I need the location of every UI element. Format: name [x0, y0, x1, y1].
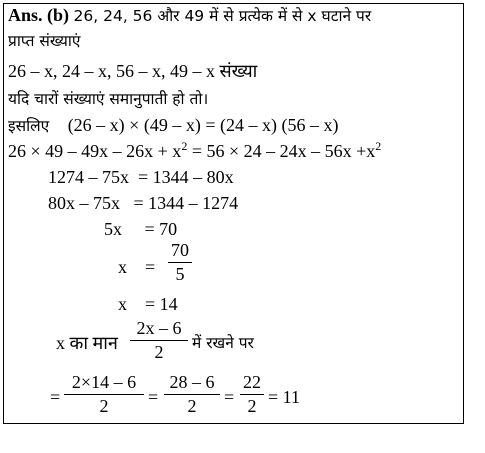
step-4-numerator: 70 — [171, 240, 189, 260]
expand-lhs: 26 × 49 – 49x – 26x + x — [8, 141, 182, 161]
step-4-lhs: x = — [118, 257, 156, 277]
fraction-bar — [168, 262, 192, 263]
substitute-prefix-line — [56, 332, 118, 354]
substitute-prefix: x का मान — [56, 333, 118, 353]
final-fraction-3 — [240, 372, 264, 416]
final-eq-sign-1: = — [50, 387, 61, 407]
substitute-fraction — [130, 318, 188, 362]
condition-line: यदि चारों संख्याएं समानुपाती हो तो। — [8, 90, 209, 108]
final-eq-sign-2: = — [148, 387, 159, 407]
final-fraction-2-denominator: 2 — [187, 396, 197, 416]
intro-text-2: प्राप्त संख्याएं — [8, 32, 81, 50]
expand-rhs: = 56 × 24 – 24x – 56x +x — [187, 141, 376, 161]
final-fraction-2 — [164, 372, 220, 416]
substitute-denominator: 2 — [154, 342, 164, 362]
step-5: x = 14 — [118, 294, 178, 314]
expand-sup2: 2 — [375, 139, 382, 153]
final-fraction-1-denominator: 2 — [99, 396, 109, 416]
final-fraction-1 — [64, 372, 144, 416]
step-2: 80x – 75x = 1344 – 1274 — [48, 193, 239, 213]
fraction-bar — [164, 394, 220, 395]
fraction-bar — [64, 394, 144, 395]
step-4-fraction — [168, 240, 192, 284]
final-fraction-3-numerator: 22 — [243, 372, 261, 392]
fraction-bar — [240, 394, 264, 395]
step-1: 1274 – 75x = 1344 – 80x — [48, 167, 234, 187]
expand-sup1: 2 — [181, 139, 188, 153]
expand-line — [8, 140, 381, 162]
answer-intro-line — [8, 4, 371, 27]
intro-text-1: 26, 24, 56 और 49 में से प्रत्येक में से x घटाने पर — [73, 7, 372, 25]
step-3: 5x = 70 — [104, 219, 178, 239]
fraction-bar — [130, 340, 188, 341]
final-fraction-2-numerator: 28 – 6 — [169, 372, 215, 392]
final-fraction-1-numerator: 2×14 – 6 — [71, 372, 137, 392]
final-result: = 11 — [268, 387, 300, 407]
substitute-numerator: 2x – 6 — [136, 318, 182, 338]
therefore-line — [8, 114, 338, 137]
numbers-text: 26 – x, 24 – x, 56 – x, 49 – x संख्या — [8, 61, 258, 81]
step-4-denominator: 5 — [175, 264, 185, 284]
numbers-line — [8, 60, 257, 82]
final-eq-sign-3: = — [224, 387, 235, 407]
therefore-equation: (26 – x) × (49 – x) = (24 – x) (56 – x) — [67, 115, 339, 135]
final-fraction-3-denominator: 2 — [247, 396, 257, 416]
substitute-suffix: में रखने पर — [192, 334, 254, 352]
therefore-label: इसलिए — [8, 117, 50, 135]
answer-label: Ans. (b) — [8, 5, 70, 25]
